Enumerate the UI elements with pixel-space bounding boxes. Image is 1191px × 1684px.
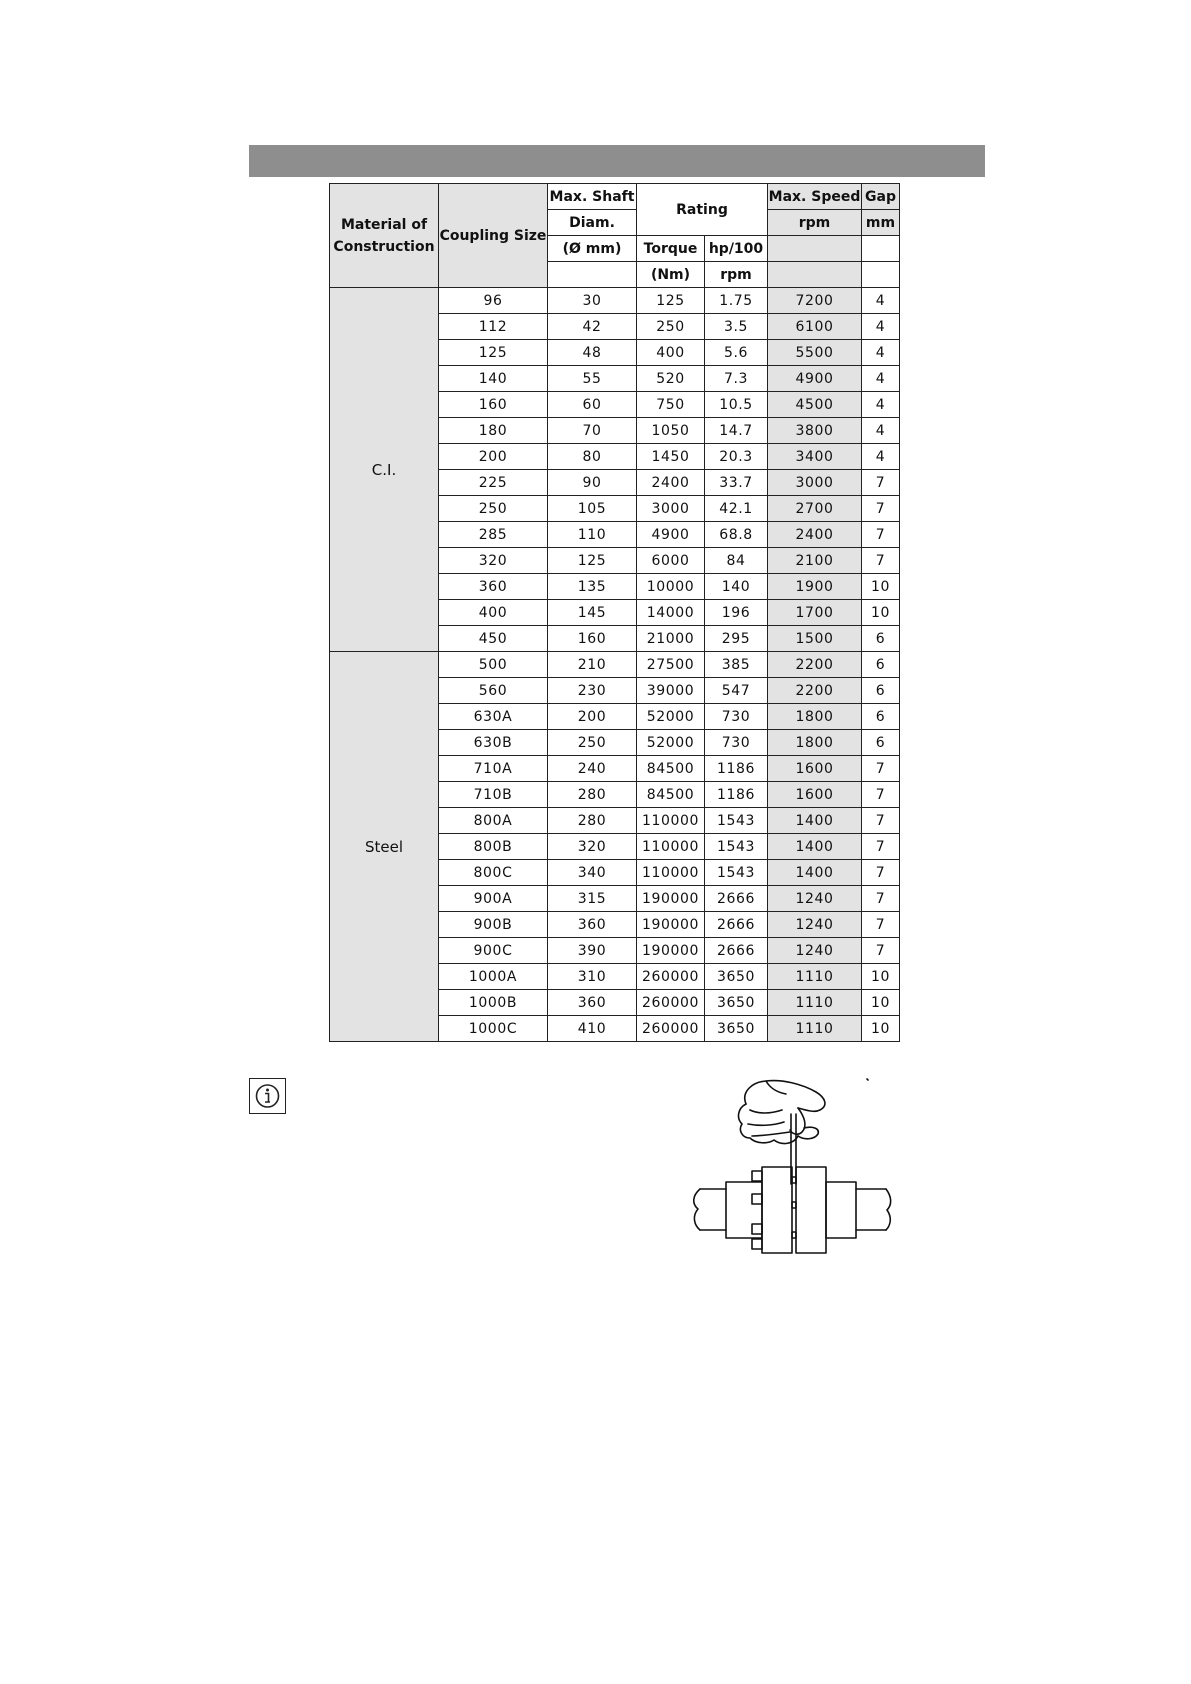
torque-cell: 190000 <box>637 912 705 938</box>
shaft-diam-cell: 110 <box>548 522 637 548</box>
max-speed-cell: 1800 <box>768 730 862 756</box>
torque-cell: 39000 <box>637 678 705 704</box>
hp-cell: 385 <box>705 652 768 678</box>
shaft-diam-cell: 360 <box>548 912 637 938</box>
hp-cell: 42.1 <box>705 496 768 522</box>
gap-cell: 6 <box>862 626 900 652</box>
torque-cell: 14000 <box>637 600 705 626</box>
shaft-diam-cell: 60 <box>548 392 637 418</box>
max-speed-cell: 3400 <box>768 444 862 470</box>
max-speed-cell: 2700 <box>768 496 862 522</box>
max-speed-cell: 4900 <box>768 366 862 392</box>
shaft-diam-cell: 240 <box>548 756 637 782</box>
max-speed-cell: 5500 <box>768 340 862 366</box>
gap-cell: 7 <box>862 496 900 522</box>
hp-cell: 1543 <box>705 860 768 886</box>
header-material: Material of Construction <box>330 184 439 288</box>
shaft-diam-cell: 320 <box>548 834 637 860</box>
max-speed-cell: 1400 <box>768 808 862 834</box>
torque-cell: 110000 <box>637 808 705 834</box>
header-max-speed: Max. Speed <box>768 184 862 210</box>
gap-cell: 10 <box>862 990 900 1016</box>
header-empty-speed <box>768 236 862 262</box>
torque-cell: 52000 <box>637 704 705 730</box>
gap-cell: 4 <box>862 288 900 314</box>
hp-cell: 14.7 <box>705 418 768 444</box>
gap-cell: 7 <box>862 548 900 574</box>
coupling-size-cell: 450 <box>439 626 548 652</box>
shaft-diam-cell: 310 <box>548 964 637 990</box>
torque-cell: 190000 <box>637 938 705 964</box>
hp-cell: 1.75 <box>705 288 768 314</box>
max-speed-cell: 3000 <box>768 470 862 496</box>
gap-cell: 10 <box>862 1016 900 1042</box>
header-gap: Gap <box>862 184 900 210</box>
torque-cell: 520 <box>637 366 705 392</box>
shaft-diam-cell: 410 <box>548 1016 637 1042</box>
gap-cell: 10 <box>862 600 900 626</box>
torque-cell: 250 <box>637 314 705 340</box>
hp-cell: 196 <box>705 600 768 626</box>
coupling-size-cell: 400 <box>439 600 548 626</box>
coupling-size-cell: 96 <box>439 288 548 314</box>
max-speed-cell: 1400 <box>768 860 862 886</box>
torque-cell: 260000 <box>637 990 705 1016</box>
header-empty-speed-2 <box>768 262 862 288</box>
torque-cell: 21000 <box>637 626 705 652</box>
max-speed-cell: 1240 <box>768 938 862 964</box>
shaft-diam-cell: 70 <box>548 418 637 444</box>
hp-cell: 10.5 <box>705 392 768 418</box>
torque-cell: 84500 <box>637 782 705 808</box>
gap-cell: 4 <box>862 444 900 470</box>
max-speed-cell: 1110 <box>768 990 862 1016</box>
header-empty-gap <box>862 236 900 262</box>
gap-cell: 4 <box>862 392 900 418</box>
max-speed-cell: 6100 <box>768 314 862 340</box>
shaft-diam-cell: 200 <box>548 704 637 730</box>
torque-cell: 2400 <box>637 470 705 496</box>
shaft-diam-cell: 42 <box>548 314 637 340</box>
shaft-diam-cell: 125 <box>548 548 637 574</box>
coupling-size-cell: 710A <box>439 756 548 782</box>
torque-cell: 3000 <box>637 496 705 522</box>
shaft-diam-cell: 390 <box>548 938 637 964</box>
torque-cell: 10000 <box>637 574 705 600</box>
hp-cell: 1186 <box>705 756 768 782</box>
torque-cell: 1050 <box>637 418 705 444</box>
shaft-diam-cell: 230 <box>548 678 637 704</box>
torque-cell: 400 <box>637 340 705 366</box>
hp-cell: 5.6 <box>705 340 768 366</box>
hp-cell: 140 <box>705 574 768 600</box>
torque-cell: 84500 <box>637 756 705 782</box>
gap-cell: 7 <box>862 808 900 834</box>
header-coupling-size: Coupling Size <box>439 184 548 288</box>
header-gap-unit: mm <box>862 210 900 236</box>
coupling-size-cell: 180 <box>439 418 548 444</box>
shaft-diam-cell: 340 <box>548 860 637 886</box>
shaft-diam-cell: 160 <box>548 626 637 652</box>
hp-cell: 730 <box>705 704 768 730</box>
max-speed-cell: 1600 <box>768 756 862 782</box>
coupling-size-cell: 125 <box>439 340 548 366</box>
shaft-diam-cell: 135 <box>548 574 637 600</box>
max-speed-cell: 1400 <box>768 834 862 860</box>
coupling-size-cell: 630B <box>439 730 548 756</box>
hp-cell: 1186 <box>705 782 768 808</box>
torque-cell: 190000 <box>637 886 705 912</box>
header-torque-unit: (Nm) <box>637 262 705 288</box>
header-diam-unit: (Ø mm) <box>548 236 637 262</box>
coupling-size-cell: 140 <box>439 366 548 392</box>
hp-cell: 3.5 <box>705 314 768 340</box>
coupling-size-cell: 285 <box>439 522 548 548</box>
gap-cell: 4 <box>862 314 900 340</box>
coupling-size-cell: 1000C <box>439 1016 548 1042</box>
table-row <box>330 652 900 678</box>
hp-cell: 20.3 <box>705 444 768 470</box>
coupling-size-cell: 900C <box>439 938 548 964</box>
max-speed-cell: 2100 <box>768 548 862 574</box>
coupling-size-cell: 360 <box>439 574 548 600</box>
header-empty-gap-2 <box>862 262 900 288</box>
hp-cell: 295 <box>705 626 768 652</box>
hp-cell: 547 <box>705 678 768 704</box>
coupling-size-cell: 560 <box>439 678 548 704</box>
coupling-size-cell: 800B <box>439 834 548 860</box>
max-speed-cell: 1500 <box>768 626 862 652</box>
header-max-shaft: Max. Shaft <box>548 184 637 210</box>
gap-cell: 7 <box>862 522 900 548</box>
torque-cell: 52000 <box>637 730 705 756</box>
gap-cell: 10 <box>862 964 900 990</box>
table-row <box>330 288 900 314</box>
shaft-diam-cell: 315 <box>548 886 637 912</box>
max-speed-cell: 1110 <box>768 1016 862 1042</box>
shaft-diam-cell: 90 <box>548 470 637 496</box>
max-speed-cell: 1110 <box>768 964 862 990</box>
shaft-diam-cell: 48 <box>548 340 637 366</box>
coupling-size-cell: 225 <box>439 470 548 496</box>
coupling-size-cell: 250 <box>439 496 548 522</box>
shaft-diam-cell: 250 <box>548 730 637 756</box>
torque-cell: 27500 <box>637 652 705 678</box>
header-empty-diam <box>548 262 637 288</box>
coupling-size-cell: 200 <box>439 444 548 470</box>
header-torque: Torque <box>637 236 705 262</box>
torque-cell: 260000 <box>637 1016 705 1042</box>
max-speed-cell: 1900 <box>768 574 862 600</box>
shaft-diam-cell: 280 <box>548 782 637 808</box>
torque-cell: 1450 <box>637 444 705 470</box>
hp-cell: 2666 <box>705 886 768 912</box>
gap-cell: 7 <box>862 912 900 938</box>
coupling-size-cell: 900A <box>439 886 548 912</box>
coupling-spec-table <box>329 183 900 1042</box>
max-speed-cell: 1240 <box>768 912 862 938</box>
gap-cell: 7 <box>862 782 900 808</box>
info-icon <box>249 1078 286 1114</box>
gap-cell: 4 <box>862 340 900 366</box>
shaft-diam-cell: 105 <box>548 496 637 522</box>
header-diam: Diam. <box>548 210 637 236</box>
coupling-size-cell: 320 <box>439 548 548 574</box>
torque-cell: 110000 <box>637 834 705 860</box>
coupling-size-cell: 160 <box>439 392 548 418</box>
header-rating: Rating <box>637 184 768 236</box>
max-speed-cell: 2200 <box>768 678 862 704</box>
gap-cell: 4 <box>862 418 900 444</box>
torque-cell: 260000 <box>637 964 705 990</box>
max-speed-cell: 1800 <box>768 704 862 730</box>
gap-cell: 7 <box>862 756 900 782</box>
hp-cell: 1543 <box>705 834 768 860</box>
torque-cell: 4900 <box>637 522 705 548</box>
section-banner <box>249 145 985 177</box>
shaft-diam-cell: 55 <box>548 366 637 392</box>
shaft-diam-cell: 80 <box>548 444 637 470</box>
feeler-gauge-coupling-illustration <box>686 1074 906 1284</box>
gap-cell: 6 <box>862 730 900 756</box>
max-speed-cell: 1700 <box>768 600 862 626</box>
header-hp-unit: rpm <box>705 262 768 288</box>
hp-cell: 3650 <box>705 990 768 1016</box>
shaft-diam-cell: 210 <box>548 652 637 678</box>
max-speed-cell: 1600 <box>768 782 862 808</box>
shaft-diam-cell: 280 <box>548 808 637 834</box>
gap-cell: 10 <box>862 574 900 600</box>
coupling-size-cell: 630A <box>439 704 548 730</box>
hp-cell: 7.3 <box>705 366 768 392</box>
max-speed-cell: 2400 <box>768 522 862 548</box>
gap-cell: 7 <box>862 834 900 860</box>
hp-cell: 2666 <box>705 938 768 964</box>
gap-cell: 7 <box>862 886 900 912</box>
gap-cell: 6 <box>862 652 900 678</box>
gap-cell: 7 <box>862 470 900 496</box>
coupling-size-cell: 1000A <box>439 964 548 990</box>
hp-cell: 68.8 <box>705 522 768 548</box>
hp-cell: 1543 <box>705 808 768 834</box>
header-speed-unit: rpm <box>768 210 862 236</box>
shaft-diam-cell: 360 <box>548 990 637 1016</box>
coupling-size-cell: 1000B <box>439 990 548 1016</box>
shaft-diam-cell: 30 <box>548 288 637 314</box>
gap-cell: 7 <box>862 860 900 886</box>
max-speed-cell: 4500 <box>768 392 862 418</box>
coupling-size-cell: 112 <box>439 314 548 340</box>
max-speed-cell: 3800 <box>768 418 862 444</box>
coupling-size-cell: 800C <box>439 860 548 886</box>
gap-cell: 6 <box>862 704 900 730</box>
torque-cell: 750 <box>637 392 705 418</box>
coupling-size-cell: 710B <box>439 782 548 808</box>
header-row-1 <box>330 184 900 210</box>
torque-cell: 110000 <box>637 860 705 886</box>
gap-cell: 6 <box>862 678 900 704</box>
hp-cell: 2666 <box>705 912 768 938</box>
shaft-diam-cell: 145 <box>548 600 637 626</box>
hp-cell: 3650 <box>705 1016 768 1042</box>
max-speed-cell: 2200 <box>768 652 862 678</box>
coupling-size-cell: 800A <box>439 808 548 834</box>
hp-cell: 33.7 <box>705 470 768 496</box>
gap-cell: 7 <box>862 938 900 964</box>
torque-cell: 6000 <box>637 548 705 574</box>
hp-cell: 84 <box>705 548 768 574</box>
coupling-size-cell: 900B <box>439 912 548 938</box>
header-hp: hp/100 <box>705 236 768 262</box>
gap-cell: 4 <box>862 366 900 392</box>
material-cell: C.I. <box>330 288 439 652</box>
max-speed-cell: 1240 <box>768 886 862 912</box>
torque-cell: 125 <box>637 288 705 314</box>
material-cell: Steel <box>330 652 439 1042</box>
coupling-size-cell: 500 <box>439 652 548 678</box>
max-speed-cell: 7200 <box>768 288 862 314</box>
hp-cell: 3650 <box>705 964 768 990</box>
hp-cell: 730 <box>705 730 768 756</box>
